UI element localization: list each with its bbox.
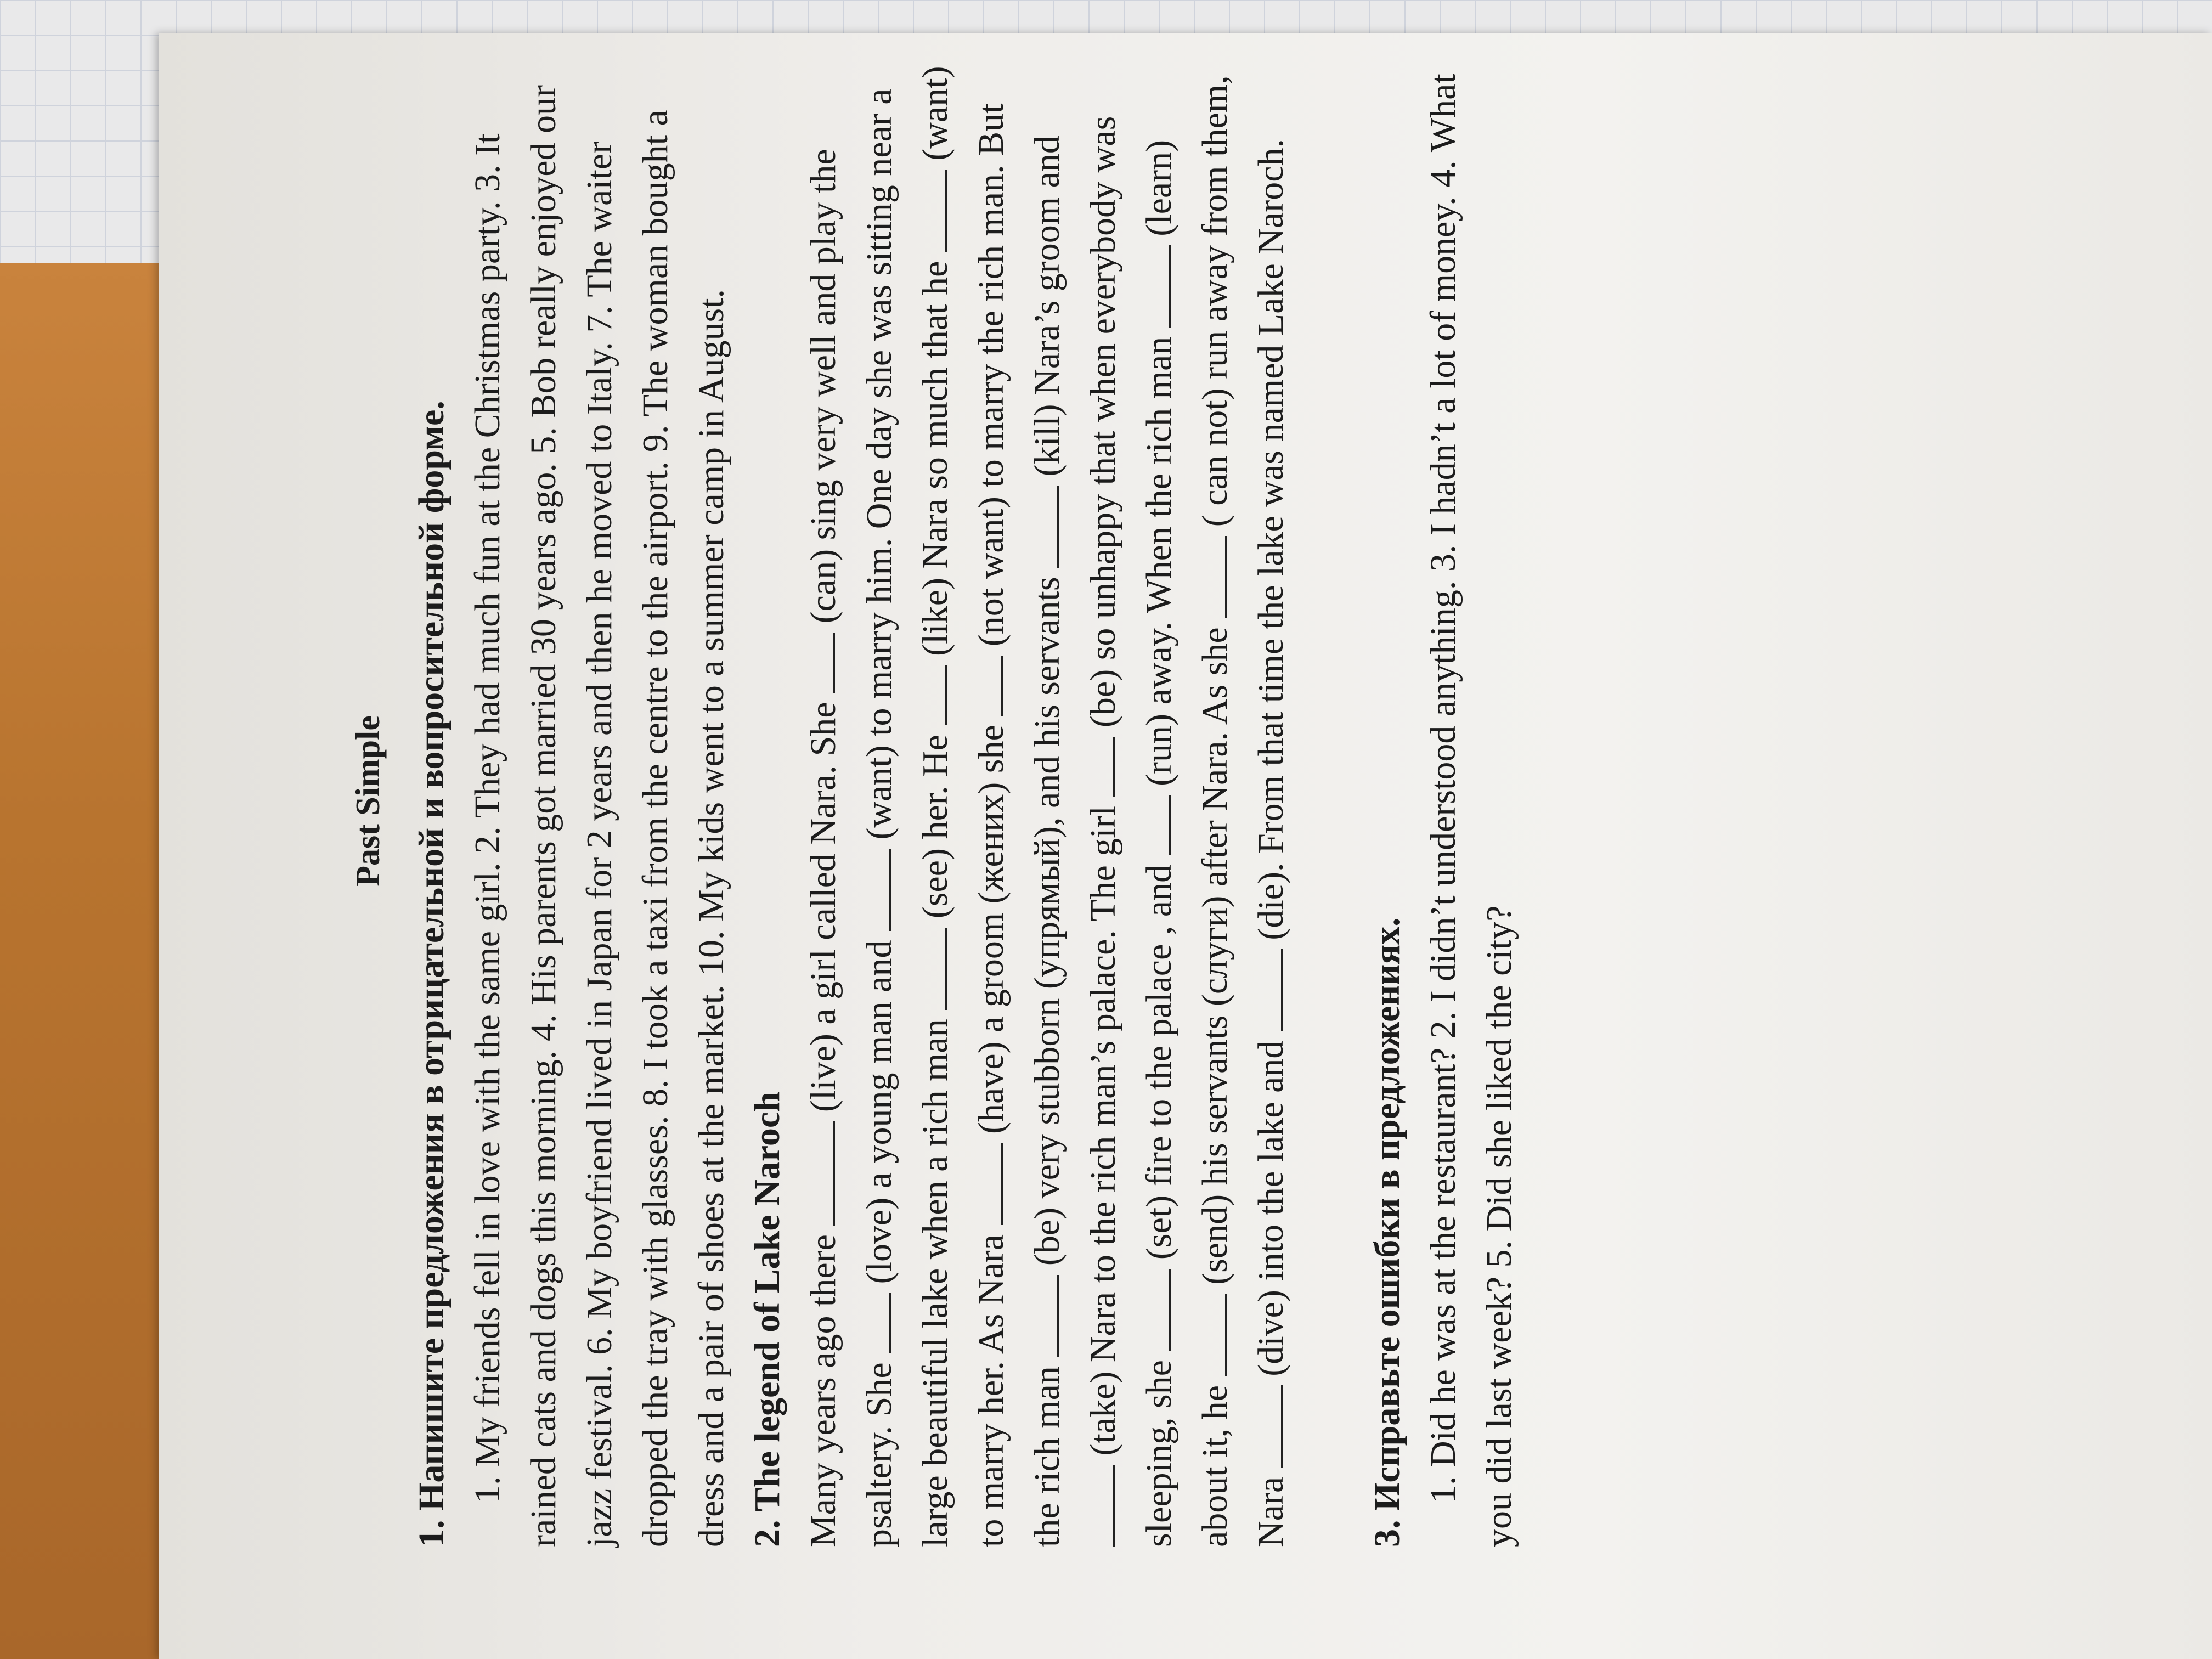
- story-fragment: (like) Nara so much that he: [915, 261, 955, 656]
- story-fragment: Many years ago there: [803, 1234, 843, 1547]
- story-fragment: (love) a young man and: [859, 940, 899, 1284]
- answer-blank[interactable]: [1192, 536, 1227, 618]
- answer-blank[interactable]: [1136, 1269, 1171, 1351]
- story-fragment: (have) a groom (жених) she: [971, 725, 1011, 1134]
- answer-blank[interactable]: [1080, 737, 1115, 797]
- answer-blank[interactable]: [800, 1121, 835, 1226]
- story-fragment: (learn) about it, he: [1139, 139, 1235, 1547]
- story-fragment: (be) so unhappy that when everybody was sleeping, she: [1083, 116, 1179, 1547]
- answer-blank[interactable]: [1024, 486, 1059, 568]
- answer-blank[interactable]: [968, 656, 1003, 716]
- story-fragment: (not want) to marry the rich man. But the rich man: [971, 103, 1067, 1547]
- answer-blank[interactable]: [1136, 795, 1171, 855]
- answer-blank[interactable]: [1248, 1385, 1283, 1468]
- story-fragment: (want) to marry him. One day she was sitting near a large beautiful lake when a rich man: [859, 88, 955, 1547]
- story-fragment: (set) fire to the palace , and: [1139, 864, 1179, 1260]
- answer-blank[interactable]: [912, 928, 947, 1010]
- answer-blank[interactable]: [1248, 949, 1283, 1031]
- answer-blank[interactable]: [912, 170, 947, 252]
- worksheet-content: [340, 55, 1527, 1547]
- story-fragment: (run) away. When the rich man: [1139, 336, 1179, 786]
- worksheet-title: Past Simple: [349, 715, 387, 887]
- story-fragment: (die). From that time the lake was named Lake Naroch.: [1251, 139, 1291, 940]
- story-fragment: (see) her. He: [915, 734, 955, 919]
- story-fragment: (want) to marry her. As Nara: [915, 66, 1011, 1547]
- answer-blank[interactable]: [1080, 1465, 1115, 1547]
- story-fragment: (take) Nara to the rich man’s palace. The girl: [1083, 806, 1123, 1456]
- answer-blank[interactable]: [856, 1293, 891, 1353]
- story-fragment: (kill) Nara’s groom and: [1027, 136, 1067, 477]
- answer-blank[interactable]: [1136, 245, 1171, 328]
- task3-heading: 3. Исправьте ошибки в предложениях.: [1367, 917, 1407, 1547]
- task2-story: [795, 55, 1299, 1547]
- answer-blank[interactable]: [1192, 1294, 1227, 1376]
- answer-blank[interactable]: [1024, 1275, 1059, 1357]
- task1-heading: 1. Напишите предложения в отрицательной и вопросительной форме.: [411, 400, 452, 1547]
- story-fragment: (dive) into the lake and: [1251, 1040, 1291, 1376]
- story-fragment: (live) a girl called Nara. She: [803, 702, 843, 1113]
- story-fragment: (be) very stubborn (упрямый), and his servants: [1027, 577, 1067, 1266]
- task1-text: 1. My friends fell in love with the same girl. 2. They had much fun at the Christmas party. 3. It rained cats and dogs this morning. 4. His parents got married 30 years ago. 5. Bob really enjoyed our jazz festival. 6. My boyfriend lived in Japan for 2 years and then he moved to Italy. 7. The waiter dropped the tray with glasses. 8. I took a taxi from the centre to the airport. 9. The woman bought a dress and a pair of shoes at the market. 10. My kids went to a summer camp in August.: [467, 84, 731, 1547]
- task3-text: 1. Did he was at the restaurant? 2. I didn’t understood anything. 3. I hadn’t a lot of money. 4. What you did last week? 5. Did she liked the city?: [1423, 74, 1519, 1547]
- answer-blank[interactable]: [912, 665, 947, 725]
- task2-heading: 2. The legend of Lake Naroch: [747, 1092, 787, 1547]
- story-fragment: ( can not) run away from them, Nara: [1195, 75, 1291, 1547]
- answer-blank[interactable]: [856, 849, 891, 931]
- answer-blank[interactable]: [800, 633, 835, 693]
- story-fragment: (send) his servants (слуги) after Nara. As she: [1195, 627, 1235, 1285]
- story-fragment: (can) sing very well and play the psaltery. She: [803, 149, 899, 1547]
- answer-blank[interactable]: [968, 1143, 1003, 1226]
